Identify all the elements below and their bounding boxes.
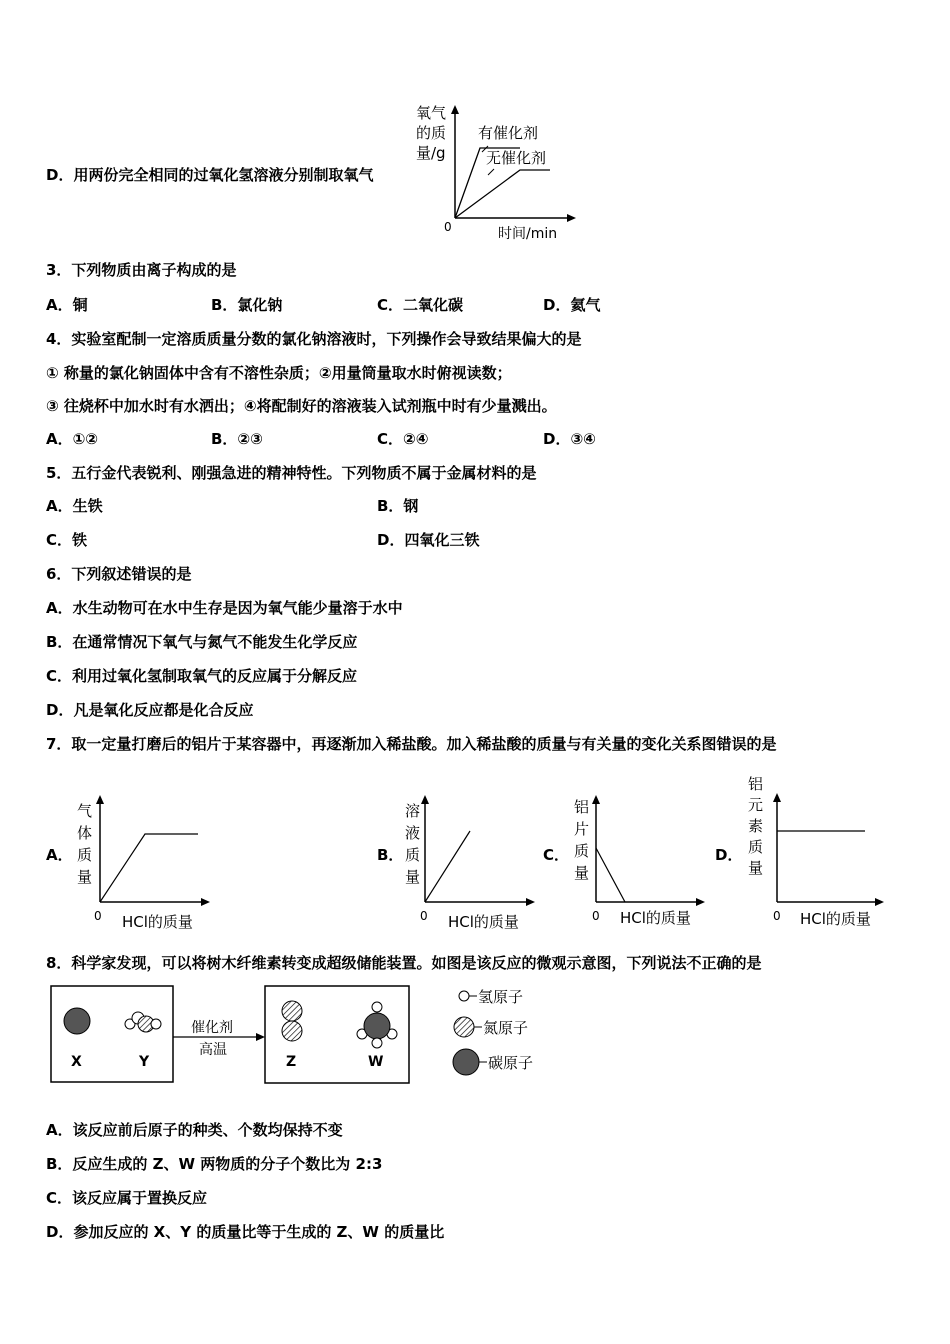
q6-option-d[interactable]: D．凡是氧化反应都是化合反应	[46, 701, 254, 719]
q7b-ylabel-4: 量	[405, 868, 421, 886]
q4-option-d[interactable]: D．③④	[543, 430, 596, 448]
legend-carbon-label: 碳原子	[488, 1054, 534, 1072]
arrow-top-label: 催化剂	[191, 1020, 233, 1036]
q8-stem: 8．科学家发现，可以将树木纤维素转变成超级储能装置。如图是该反应的微观示意图，下列说法不正确的是	[46, 954, 762, 972]
label-w: W	[368, 1054, 384, 1070]
label-z: Z	[286, 1054, 297, 1070]
q7-graph-d	[742, 770, 892, 935]
q2-ylabel-2: 的质	[416, 124, 447, 142]
q6-option-c[interactable]: C．利用过氧化氢制取氧气的反应属于分解反应	[46, 667, 358, 685]
q7d-xlabel: HCl的质量	[800, 910, 871, 928]
q7c-curve	[596, 848, 625, 902]
q3-option-a[interactable]: A．铜	[46, 296, 88, 314]
q4-option-a[interactable]: A．①②	[46, 430, 99, 448]
q7b-xlabel: HCl的质量	[448, 913, 519, 931]
q8-option-a[interactable]: A．该反应前后原子的种类、个数均保持不变	[46, 1121, 343, 1139]
q7b-curve	[425, 831, 470, 902]
q2-graph	[410, 100, 585, 245]
q6-stem: 6．下列叙述错误的是	[46, 565, 192, 583]
q7d-ylabel-5: 量	[748, 859, 764, 877]
arrow-bottom-label: 高温	[199, 1042, 227, 1058]
q4-stem: 4．实验室配制一定溶质质量分数的氯化钠溶液时，下列操作会导致结果偏大的是	[46, 330, 582, 348]
q8-option-c[interactable]: C．该反应属于置换反应	[46, 1189, 208, 1207]
q5-option-b[interactable]: B．钢	[377, 497, 419, 515]
x-molecule	[64, 1008, 90, 1034]
q8-option-b[interactable]: B．反应生成的 Z、W 两物质的分子个数比为 2:3	[46, 1155, 383, 1173]
legend-hydrogen-label: 氢原子	[478, 988, 524, 1006]
q7b-ylabel-1: 溶	[405, 802, 421, 820]
q4-option-c[interactable]: C．②④	[377, 430, 429, 448]
q7a-curve	[100, 834, 198, 902]
q5-option-a[interactable]: A．生铁	[46, 497, 103, 515]
w-molecule	[364, 1013, 390, 1039]
q3-stem: 3．下列物质由离子构成的是	[46, 261, 237, 279]
q8-option-d[interactable]: D．参加反应的 X、Y 的质量比等于生成的 Z、W 的质量比	[46, 1223, 445, 1241]
q2-origin: 0	[444, 220, 452, 234]
reactant-box	[51, 986, 173, 1082]
q6-option-b[interactable]: B．在通常情况下氧气与氮气不能发生化学反应	[46, 633, 358, 651]
q7-option-a[interactable]: A．	[46, 846, 73, 864]
legend-nitrogen-label: 氮原子	[483, 1019, 529, 1037]
q5-stem: 5．五行金代表锐利、刚强急进的精神特性。下列物质不属于金属材料的是	[46, 464, 537, 482]
q7-graph-c	[568, 790, 718, 935]
q5-option-d[interactable]: D．四氧化三铁	[377, 531, 480, 549]
label-y: Y	[139, 1054, 150, 1070]
q7-graph-b	[398, 790, 548, 935]
q7a-xlabel: HCl的质量	[122, 913, 193, 931]
q7c-ylabel-2: 片	[574, 820, 590, 838]
q7c-ylabel-4: 量	[574, 864, 590, 882]
q2-curve2-label: 无催化剂	[486, 149, 547, 167]
q7d-ylabel-4: 质	[748, 838, 764, 856]
q7-stem: 7．取一定量打磨后的铝片于某容器中，再逐渐加入稀盐酸。加入稀盐酸的质量与有关量的变化关系图错误的是	[46, 735, 777, 753]
q2-curve1-label: 有催化剂	[478, 124, 539, 142]
q7b-ylabel-3: 质	[405, 846, 421, 864]
q7d-ylabel-1: 铝	[748, 775, 764, 793]
label-x: X	[71, 1054, 82, 1070]
legend-hydrogen	[459, 991, 469, 1001]
legend-nitrogen	[454, 1017, 474, 1037]
q2-ylabel-3: 量/g	[416, 144, 446, 162]
q5-option-c[interactable]: C．铁	[46, 531, 88, 549]
q4-option-b[interactable]: B．②③	[211, 430, 263, 448]
q8-diagram	[46, 980, 566, 1092]
q4-line-1: ① 称量的氯化钠固体中含有不溶性杂质；②用量筒量取水时俯视读数；	[46, 364, 512, 382]
q7c-ylabel-3: 质	[574, 842, 590, 860]
q7d-origin: 0	[773, 909, 781, 923]
q7b-ylabel-2: 液	[405, 824, 421, 842]
q7c-origin: 0	[592, 909, 600, 923]
q7-option-b[interactable]: B．	[377, 846, 404, 864]
q2-xlabel: 时间/min	[498, 226, 558, 242]
q7c-ylabel-1: 铝	[574, 798, 590, 816]
q3-option-d[interactable]: D．氦气	[543, 296, 601, 314]
q7-graph-a	[70, 790, 220, 935]
q2-ylabel-1: 氧气	[416, 104, 447, 122]
q7a-ylabel-1: 气	[77, 802, 93, 820]
q6-option-a[interactable]: A．水生动物可在水中生存是因为氧气能少量溶于水中	[46, 599, 403, 617]
z-molecule	[282, 1021, 302, 1041]
q7c-xlabel: HCl的质量	[620, 909, 691, 927]
q7-option-c[interactable]: C．	[543, 846, 570, 864]
q3-option-b[interactable]: B．氯化钠	[211, 296, 283, 314]
q4-line-2: ③ 往烧杯中加水时有水洒出；④将配制好的溶液装入试剂瓶中时有少量溅出。	[46, 397, 557, 415]
q7b-origin: 0	[420, 909, 428, 923]
q7-option-d[interactable]: D．	[715, 846, 743, 864]
q7a-ylabel-4: 量	[77, 868, 93, 886]
legend-carbon	[453, 1049, 479, 1075]
q7d-ylabel-2: 元	[748, 796, 764, 814]
q7a-ylabel-2: 体	[77, 824, 93, 842]
q7d-ylabel-3: 素	[748, 817, 764, 835]
q2-option-d[interactable]: D．用两份完全相同的过氧化氢溶液分别制取氧气	[46, 166, 374, 184]
q7a-origin: 0	[94, 909, 102, 923]
q3-option-c[interactable]: C．二氧化碳	[377, 296, 464, 314]
q7a-ylabel-3: 质	[77, 846, 93, 864]
